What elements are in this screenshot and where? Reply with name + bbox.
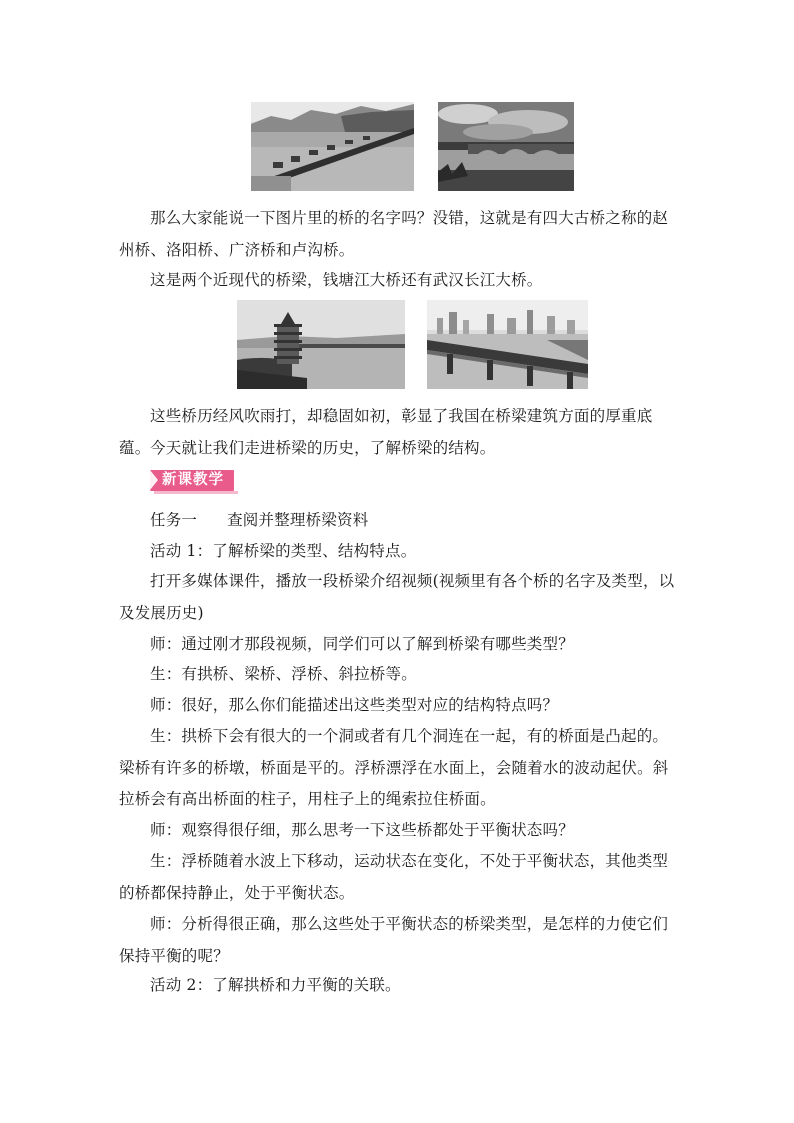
paragraph: 今天就让我们走进桥梁的历史，了解桥梁的结构。 [150,439,496,457]
dialogue-line: 师：分析得很正确，那么这些处于平衡状态的桥梁类型，是怎样的力使它们保持平衡的呢？ [119,915,669,965]
wuhan-yangtze-river-bridge-photo [427,300,588,389]
task-label: 任务一 [150,511,198,529]
dialogue-line: 师：通过刚才那段视频，同学们可以了解到桥梁有哪些类型？ [150,635,574,653]
dialogue-line: 生：浮桥随着水波上下移动，运动状态在变化，不处于平衡状态，其他类型的桥都保持静止，处于平衡状态。 [119,852,669,902]
paragraph: 这是两个近现代的桥梁，钱塘江大桥还有武汉长江大桥。 [150,271,543,289]
dialogue-line: 生：拱桥下会有很大的一个洞或者有几个洞连在一起，有的桥面是凸起的。梁桥有许多的桥墩，桥面是平的。浮桥漂浮在水面上，会随着水的波动起伏。斜拉桥会有高出桥面的柱子，用柱子上的绳索拉住桥面。 [119,727,669,808]
section-badge-label: 新课教学 [162,472,224,488]
activity-heading: 活动 2：了解拱桥和力平衡的关联。 [150,976,401,994]
dialogue-line: 师：很好，那么你们能描述出这些类型对应的结构特点吗？ [150,696,559,714]
arch-bridge-photo [438,102,574,191]
chevron-right-icon [150,470,158,490]
paragraph: 打开多媒体课件，播放一段桥梁介绍视频(视频里有各个桥的名字及类型，以及发展历史) [119,572,675,622]
section-badge [150,470,234,491]
activity-heading: 活动 1：了解桥梁的类型、结构特点。 [150,542,417,560]
qiantang-river-bridge-photo [237,300,405,389]
task-title: 查阅并整理桥梁资料 [227,511,369,529]
task-heading [150,510,368,530]
paragraph: 那么大家能说一下图片里的桥的名字吗？没错，这就是有四大古桥之称的赵州桥、洛阳桥、广济桥和卢沟桥。 [119,209,669,259]
dialogue-line: 生：有拱桥、梁桥、浮桥、斜拉桥等。 [150,665,417,683]
dialogue-line: 师：观察得很仔细，那么思考一下这些桥都处于平衡状态吗？ [150,821,574,839]
paragraph: 这些桥历经风吹雨打，却稳固如初，彰显了我国在桥梁建筑方面的厚重底蕴。 [119,407,653,457]
pontoon-bridge-photo [251,102,414,191]
